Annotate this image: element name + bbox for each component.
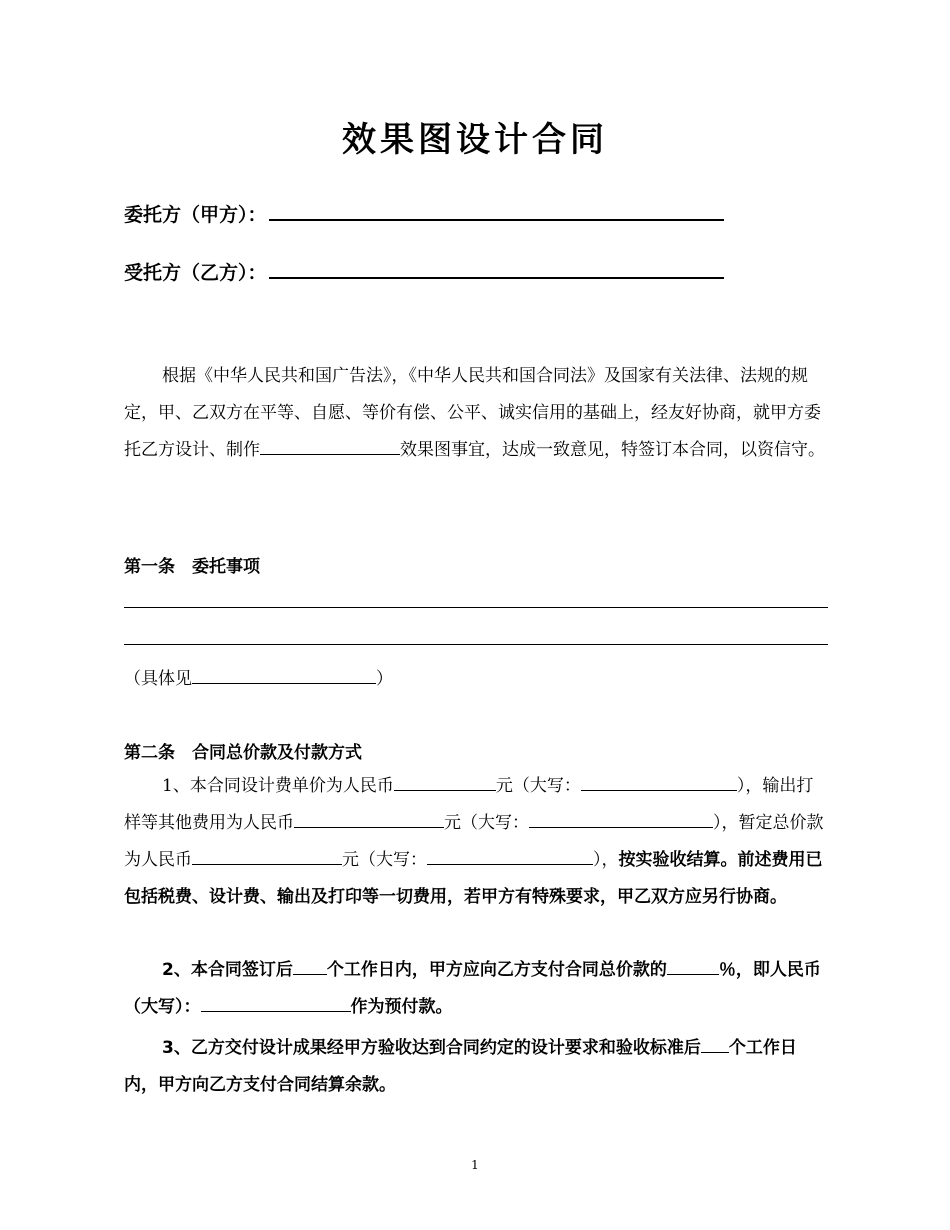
clause2-text-2: 个工作日内，甲方应向乙方支付合同总价款的	[326, 960, 667, 980]
article2-clause2	[124, 952, 828, 1026]
party-a-line	[124, 200, 724, 227]
preamble-paragraph	[124, 358, 828, 469]
prepay-amount-words-blank	[201, 997, 351, 1012]
article2-clause1	[124, 768, 828, 916]
balance-days-blank	[701, 1038, 729, 1053]
article2-clause3	[124, 1030, 828, 1104]
clause1-text-7: ），	[593, 850, 619, 870]
article1-note-open: （具体见	[124, 669, 192, 689]
clause1-text-3: ），输出打样等其他费用为人民币	[124, 776, 814, 833]
party-a-label: 委托方（甲方）：	[124, 204, 267, 226]
preamble-text-1: 根据《中华人民共和国广告法》，《中华人民共和国合同法》及国家有关法律、法规的规定，甲、乙双方在平等、自愿、等价有偿、公平、诚实信用的基础上，经友好协商，就甲方委托乙方设计、制作	[124, 366, 821, 460]
document-title: 效果图设计合同	[342, 120, 608, 160]
total-price-blank	[192, 850, 342, 865]
article1-note	[124, 664, 393, 689]
party-b-label: 受托方（乙方）：	[124, 262, 267, 284]
clause1-text-5: ），暂定总价款为人民币	[124, 813, 824, 870]
party-a-blank	[269, 201, 724, 221]
unit-price-words-blank	[581, 776, 737, 791]
clause2-text-3: ％，即人民币（大写）：	[124, 960, 821, 1017]
article1-blank-line-2	[124, 644, 828, 645]
other-fees-blank	[294, 813, 444, 828]
clause2-text-1: 2、本合同签订后	[162, 960, 293, 980]
project-name-blank	[260, 440, 400, 455]
article1-note-blank	[192, 669, 376, 684]
preamble-text-2: 效果图事宜，达成一致意见，特签订本合同，以资信守。	[400, 440, 825, 460]
page-number: 1	[471, 1158, 479, 1172]
clause1-text-6: 元（大写：	[342, 850, 427, 870]
prepay-days-blank	[293, 960, 327, 975]
total-price-words-blank	[427, 850, 593, 865]
unit-price-blank	[394, 776, 496, 791]
article1-heading: 第一条 委托事项	[124, 557, 260, 577]
party-b-blank	[269, 259, 724, 279]
article1-note-close: ）	[376, 669, 393, 689]
prepay-percent-blank	[667, 960, 719, 975]
clause2-text-4: 作为预付款。	[350, 997, 453, 1017]
clause1-text-2: 元（大写：	[495, 776, 581, 796]
clause1-bold-text: 按实验收结算。前述费用已包括税费、设计费、输出及打印等一切费用，若甲方有特殊要求，甲乙双方应另行协商。	[124, 850, 823, 907]
article1-blank-line-1	[124, 607, 828, 608]
clause1-text-4: 元（大写：	[444, 813, 529, 833]
other-fees-words-blank	[529, 813, 713, 828]
clause1-text-1: 1、本合同设计费单价为人民币	[162, 776, 394, 796]
clause3-text-1: 3、乙方交付设计成果经甲方验收达到合同约定的设计要求和验收标准后	[162, 1038, 701, 1058]
clause3-text-2: 个工作日内，甲方向乙方支付合同结算余款。	[124, 1038, 797, 1095]
party-b-line	[124, 258, 724, 285]
article2-heading: 第二条 合同总价款及付款方式	[124, 743, 362, 763]
